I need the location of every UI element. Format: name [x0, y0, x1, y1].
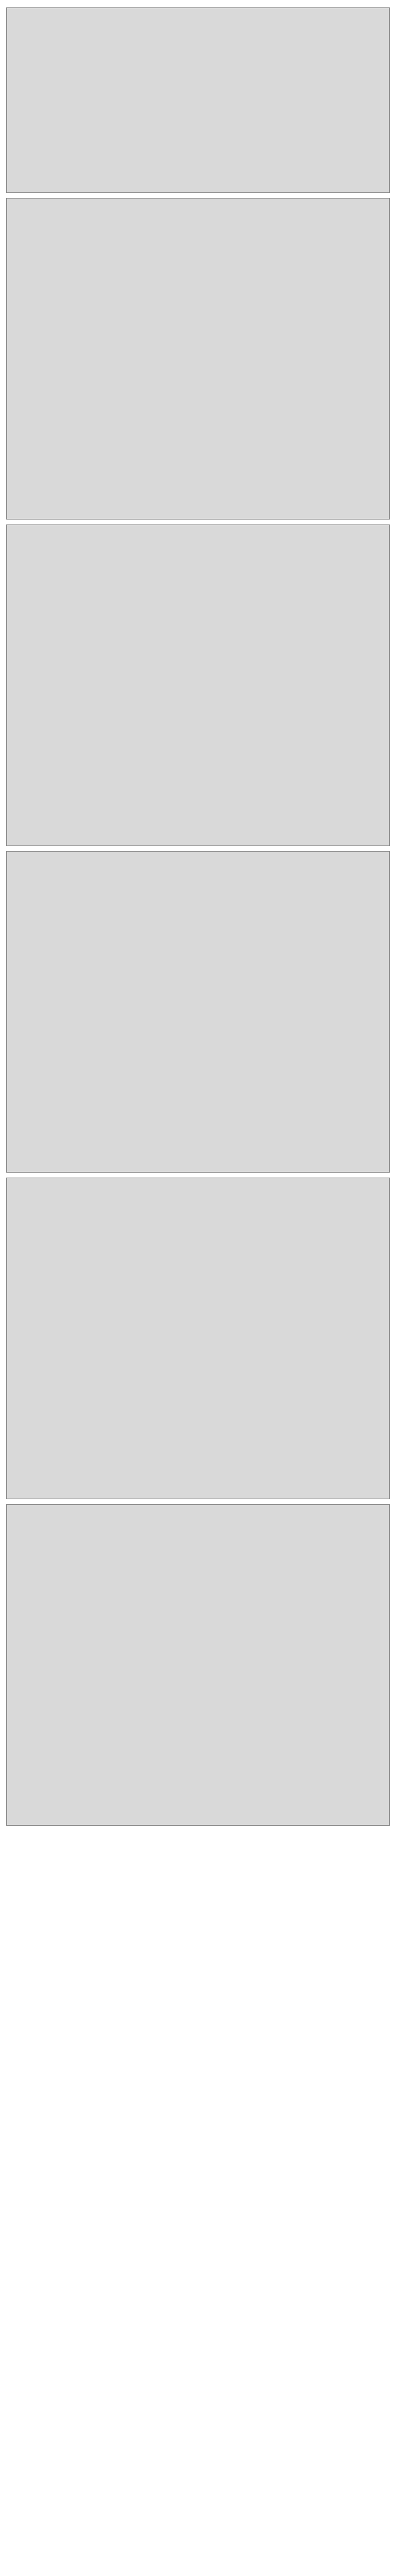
newspaper-clipping-image: [6, 851, 390, 1173]
bust-and-plaque-photo: [6, 1178, 390, 1499]
newspaper-clipping-image: [6, 198, 390, 520]
newspaper-clipping-image: [6, 7, 390, 193]
funeral-photo: [6, 524, 390, 846]
newspaper-clipping-image: [6, 1504, 390, 1826]
